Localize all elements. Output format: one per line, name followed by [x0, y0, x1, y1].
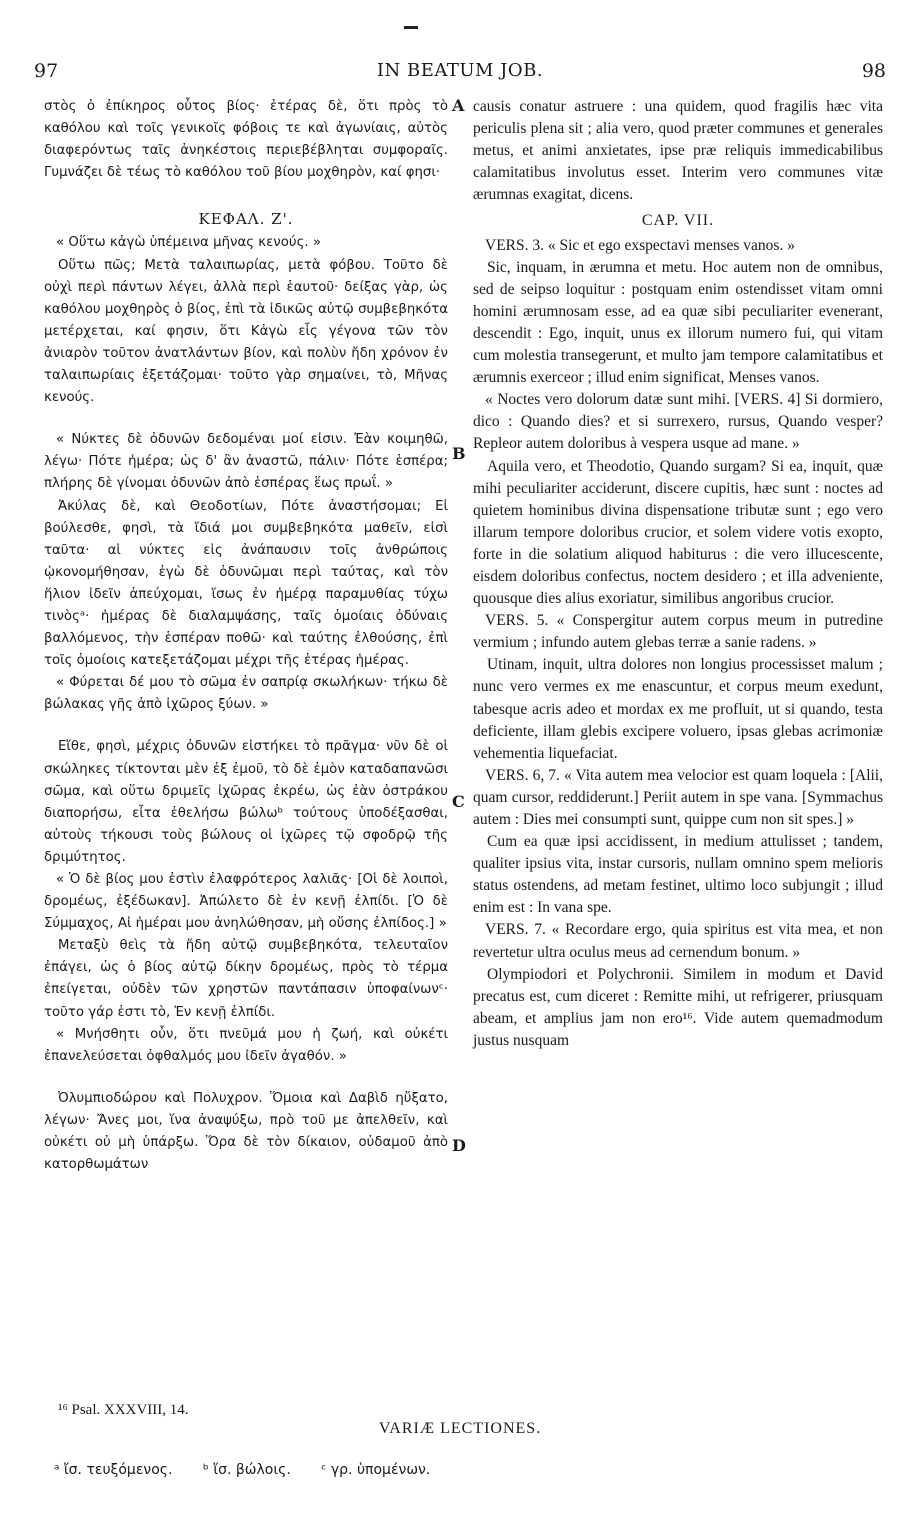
greek-lemma: « Οὕτω κἀγὼ ὑπέμεινα μῆνας κενούς. »	[56, 235, 321, 251]
variae-lectiones-notes	[54, 1462, 456, 1478]
section-marker-d: D	[452, 1136, 466, 1155]
greek-lemma: « Νύκτες δὲ ὀδυνῶν δεδομέναι μοί εἰσιν. Ἐὰν κοιμηθῶ, λέγω· Πότε ἡμέρα; ὡς δ' ἂν ἀναστῶ, πάλιν· Πότε ἑσπέρα; πλήρης δὲ γίνομαι ὀδυνῶν ἀπὸ ἑσπέρας ἕως πρωΐ. »	[44, 432, 448, 492]
greek-paragraph: Ἀκύλας δὲ, καὶ Θεοδοτίων, Πότε ἀναστήσομαι; Εἰ βούλεσθε, φησὶ, τὰ ἴδιά μοι συμβεβηκότα μαθεῖν, εἰσὶ ταῦτα· αἱ νύκτες εἰς ἀνάπαυσιν τοῖς ἀνθρώποις ᾠκονομήθησαν, ἐγὼ δὲ ὀδυνῶμαι περὶ ταύτας, καὶ τὸν ἥλιον ἰδεῖν ἀπεύχομαι, ἴσως ἐν ἡμέρᾳ παραμυθίας τύχω τινὸςᵃ· ἡμέρας δὲ διαλαμψάσης, ταῖς ὁμοίαις ὀδύναις βαλλόμενος, τὴν ἑσπέραν ποθῶ· καὶ ταύτης ἐλθούσης, ἐπὶ τοῖς ὁμοίοις κατεξετάζομαι μέχρι τῆς ἑτέρας ἡμέρας.	[44, 498, 448, 669]
latin-paragraph: Sic, inquam, in ærumna et metu. Hoc autem non de omnibus, sed de seipso loquitur : postquam enim ostendisset vitam omni homini ærumnosam esse, ad ea quæ sibi peculiariter evenerant, descendit : Ego, inquit, unus ex illorum numero fui, qui vitam cum molestia transegerunt, et multo jam tempore calamitatibus et ærumnis exerceor ; illud enim significat, Menses vanos.	[473, 258, 883, 387]
section-marker-c: C	[452, 792, 465, 811]
page-number-left: 97	[34, 60, 59, 82]
greek-paragraph: στὸς ὁ ἐπίκηρος οὗτος βίος· ἑτέρας δὲ, ὅτι πρὸς τὸ καθόλου καὶ τοῖς γενικοῖς φόβοις τε καὶ ἀγωνίαις, αὐτὸς διαφερόντως ταῖς ἀνηκέστοις περιεβέβληται συμφοραῖς. Γυμνάζει δὲ τέως τὸ καθόλου τοῦ βίου μοχθηρὸν, καί φησι·	[44, 99, 448, 181]
latin-lemma: « Noctes vero dolorum datæ sunt mihi. [VERS. 4] Si dormiero, dico : Quando dies? et si surrexero, rursus, Quando vesper? Repleor autem doloribus à vespera usque ad mane. »	[473, 391, 883, 453]
latin-paragraph: causis conatur astruere : una quidem, quod fragilis hæc vita periculis plena sit ; alia vero, quod præter communes et generales metus, et animi anxietates, ipse præ reliquis immedicabilibus calamitatibus involutus esset. Interim vero communes vitæ ærumnas exagitat, dicens.	[473, 98, 883, 204]
latin-paragraph: Olympiodori et Polychronii. Similem in modum et David precatus est, cum diceret : Remitte mihi, ut refrigerer, priusquam abeam, et amplius jam non ero¹⁶. Vide autem quemadmodum justus nusquam	[473, 965, 883, 1049]
latin-paragraph: Cum ea quæ ipsi accidissent, in medium attulisset ; tandem, qualiter ipsius vita, instar cursoris, nullam omnino spem melioris status ostendens, ad metam festinet, ultimo loco subjungit ; illud enim est : In vana spe.	[473, 833, 883, 917]
greek-column	[44, 96, 448, 1176]
greek-lemma: « Φύρεται δέ μου τὸ σῶμα ἐν σαπρίᾳ σκωλήκων· τήκω δὲ βώλακας γῆς ἀπὸ ἰχῶρος ξύων. »	[44, 675, 448, 713]
latin-lemma: VERS. 6, 7. « Vita autem mea velocior est quam loquela : [Alii, quam cursor, reddiderunt.] Periit autem in spe vana. [Symmachus autem : Dies mei consumpti sunt, quippe cum non sit spes.] »	[473, 766, 883, 828]
variant-a: ᵃ ἴσ. τευξόμενος.	[54, 1462, 173, 1478]
greek-lemma: « Ὁ δὲ βίος μου ἐστὶν ἐλαφρότερος λαλιᾶς· [Οἱ δὲ λοιποὶ, δρομέως, ἐξέδωκαν]. Ἀπώλετο δὲ ἐν κενῇ ἐλπίδι. [Ὁ δὲ Σύμμαχος, Αἱ ἡμέραι μου ἀνηλώθησαν, μὴ οὔσης ἐλπίδος.] »	[44, 872, 448, 932]
latin-paragraph: Utinam, inquit, ultra dolores non longius processisset malum ; nunc vero vermes ex me enascuntur, et corpus meum exedunt, tabesque acris adeo et mordax ex me profluit, ut si quando, testa deficiente, illam glebis excipere voluero, ipsas glebas acrimoniæ vehementia liquefaciat.	[473, 656, 883, 762]
greek-paragraph: Μεταξὺ θεὶς τὰ ἤδη αὐτῷ συμβεβηκότα, τελευταῖον ἐπάγει, ὡς ὁ βίος αὐτῷ δίκην δρομέως, πρὸς τὸ τέρμα ἐπείγεται, οὐδὲν τῶν χρηστῶν παντάπασιν ὑποφαίνωνᶜ· τοῦτο γάρ ἐστι τὸ, Ἐν κενῇ ἐλπίδι.	[44, 938, 448, 1020]
latin-lemma: VERS. 7. « Recordare ergo, quia spiritus est vita mea, et non revertetur ultra oculus meus ad cernendum bonum. »	[473, 921, 883, 961]
greek-chapter-heading: ΚΕΦΑΛ. Ζ'.	[198, 210, 294, 229]
latin-lemma: VERS. 3. « Sic et ego exspectavi menses vanos. »	[485, 236, 795, 254]
footnote: ¹⁶ Psal. XXXVIII, 14.	[58, 1402, 189, 1418]
top-rule	[404, 26, 418, 29]
greek-paragraph: Οὕτω πῶς; Μετὰ ταλαιπωρίας, μετὰ φόβου. Τοῦτο δὲ οὐχὶ περὶ πάντων λέγει, ἀλλὰ περὶ ἑαυτοῦ· δείξας γὰρ, ὡς καθόλου μοχθηρὸς ὁ βίος, ἐπὶ τὰ ἰδικῶς αὐτῷ συμβεβηκότα μετέρχεται, καί φησιν, ὅτι Κἀγὼ εἷς γέγονα τῶν τὸν ἀνιαρὸν τοῦτον ἀνατλάντων βίον, καὶ πολὺν ἤδη χρόνον ἐν ταλαιπωρίαις ἐξετάζομαι· τοῦτο γὰρ σημαίνει, τὸ, Μῆνας κενούς.	[44, 257, 448, 406]
latin-lemma: VERS. 5. « Conspergitur autem corpus meum in putredine vermium ; infundo autem glebas terræ a sanie radens. »	[473, 612, 883, 652]
variant-b: ᵇ ἴσ. βώλοις.	[202, 1462, 291, 1478]
greek-lemma: « Μνήσθητι οὖν, ὅτι πνεῦμά μου ἡ ζωή, καὶ οὐκέτι ἐπανελεύσεται ὀφθαλμός μου ἰδεῖν ἀγαθόν. »	[44, 1026, 448, 1064]
section-marker-b: B	[452, 444, 466, 463]
running-title: IN BEATUM JOB.	[376, 60, 544, 81]
page-header	[34, 60, 886, 90]
latin-paragraph: Aquila vero, et Theodotio, Quando surgam? Si ea, inquit, quæ mihi peculiariter acciderunt, discere cupitis, hæc sunt : noctes ad quietem hominibus divina dispensatione tributæ sunt ; ego vero illarum tempore doloribus crucior, et solem videre votis exopto, forte in die solatium aliquod habiturus : die vero illucescente, eisdem doloribus confectus, noctem desidero ; et illa adveniente, quousque dies alius exoriatur, similibus angoribus crucior.	[473, 457, 883, 608]
page-number-right: 98	[861, 60, 886, 82]
variant-c: ᶜ γρ. ὑπομένων.	[321, 1462, 431, 1478]
variae-lectiones-heading: VARIÆ LECTIONES.	[378, 1420, 542, 1437]
greek-paragraph: Ὀλυμπιοδώρου καὶ Πολυχρον. Ὅμοια καὶ Δαβὶδ ηὔξατο, λέγων· Ἄνες μοι, ἵνα ἀναψύξω, πρὸ τοῦ με ἀπελθεῖν, καὶ οὐκέτι οὐ μὴ ὑπάρξω. Ὅρα δὲ τὸν δίκαιον, οὐδαμοῦ ἀπὸ κατορθωμάτων	[44, 1090, 448, 1173]
latin-column	[473, 96, 883, 1052]
latin-chapter-heading: CAP. VII.	[641, 212, 715, 230]
section-marker-a: A	[452, 96, 465, 115]
greek-paragraph: Εἴθε, φησὶ, μέχρις ὀδυνῶν εἱστήκει τὸ πρᾶγμα· νῦν δὲ οἱ σκώληκες τίκτονται μὲν ἐξ ἐμοῦ, τὸ δὲ ἐμὸν καταδαπανῶσι σῶμα, καὶ οὕτω δριμεῖς ἰχῶρας ἐκρέω, ὡς ἐὰν ὀστράκου διαπορήσω, εἶτα ἐθελήσω βώλωᵇ τούτους ὑποδέξασθαι, αὐτοὺς τήκουσι τοὺς βώλους οἱ ἰχῶρες τῷ σφοδρῷ τῆς δριμύτητος.	[44, 739, 448, 865]
